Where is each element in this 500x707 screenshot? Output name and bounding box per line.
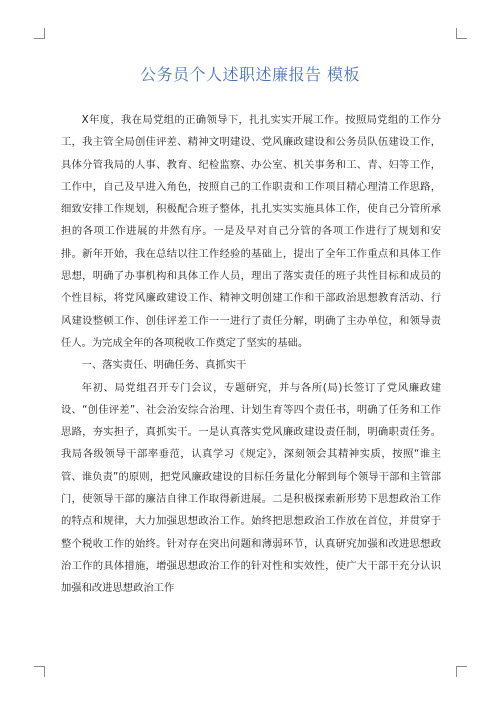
paragraph-intro: X年度，我在局党组的正确领导下，扎扎实实开展工作。按照局党组的工作分工，我主管全局创佳评差、精神文明建设、党风廉政建设和公务员队伍建设工作，具体分管我局的人事、教育、纪检监察、办公室、机关事务和工、青、妇等工作，工作中，自己及早进入角色，按照自己的工作职责和工作项目精心理清工作思路，细致安排工作规划，积极配合班子整体，扎扎实实实施具体工作，使自己分管所承担的各项工作进展的井然有序。一是及早对自己分管的各项工作进行了规划和安排。新年开始，我在总结以往工作经验的基础上，提出了全年工作重点和具体工作思想，明确了办事机构和具体工作人员，理出了落实责任的班子共性目标和成员的个性目标，将党风廉政建设工作、精神文明创建工作和干部政治思想教育活动、行风建设整顿工作、创佳评差工作一一进行了责任分解，明确了主办单位，和领导责任人。为完成全年的各项税收工作奠定了坚实的基础。: [61, 114, 441, 349]
crop-mark-top-left: [34, 28, 45, 39]
document-body: [61, 109, 441, 600]
paragraph-section-1: 年初、局党组召开专门会议，专题研究，并与各所(局)长签订了党风廉政建设、“创佳评差”、社会治安综合治理、计划生育等四个责任书，明确了任务和工作思路，夯实担子，真抓实干。一是认真落实党风廉政建设责任制，明确职责任务。我局各级领导干部率垂范，认真学习《规定》，深刻领会其精神实质，按照“谁主管、谁负责”的原则，把党风廉政建设的目标任务量化分解到每个领导干部和主管部门，使领导干部的廉洁自律工作取得新进展。二是积极探索新形势下思想政治工作的特点和规律，大力加强思想政治工作。始终把思想政治工作放在首位，并贯穿于整个税收工作的始终。针对存在突出问题和薄弱环节，认真研究加强和改进思想政治工作的具体措施，增强思想政治工作的针对性和实效性，使广大干部干充分认识加强和改进思想政治工作: [61, 381, 441, 595]
section-heading-1: 一、落实责任、明确任务、真抓实干: [81, 359, 247, 372]
document-title: 公务员个人述职述廉报告 模板: [139, 65, 361, 84]
crop-mark-bottom-left: [34, 666, 45, 677]
crop-mark-bottom-right: [456, 666, 467, 677]
crop-mark-top-right: [456, 28, 467, 39]
